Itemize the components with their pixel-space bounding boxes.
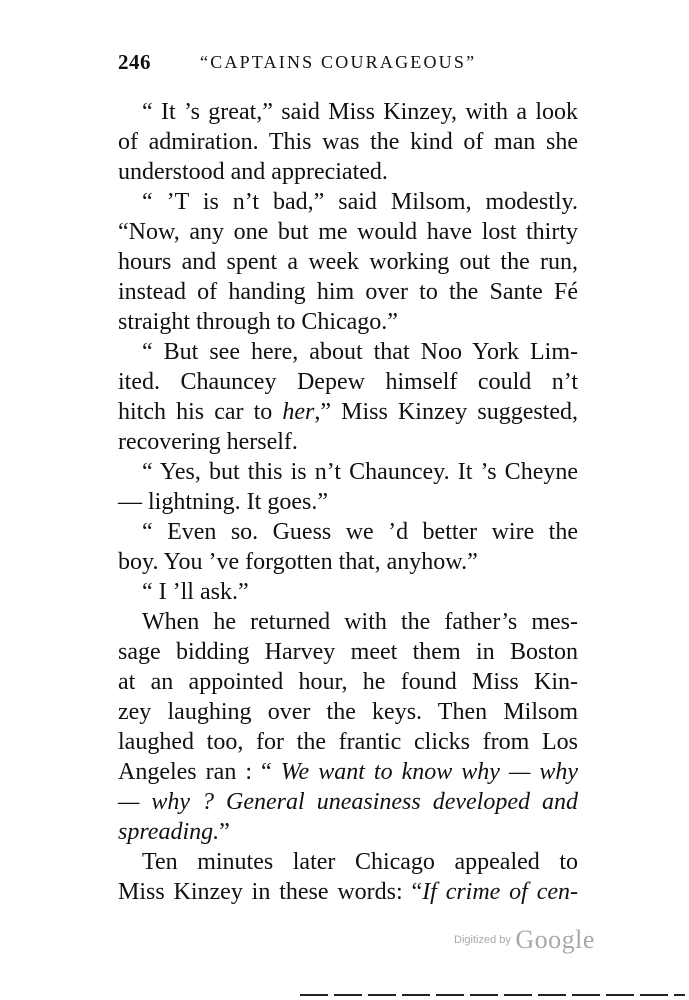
text-line: boy. You ’ve forgotten that, anyhow.” [118, 549, 478, 575]
watermark-prefix: Digitized by [454, 934, 511, 946]
text-line: “Now, any one but me would have lost thirty [118, 219, 578, 245]
text-line: recovering herself. [118, 429, 298, 455]
text-line: understood and appreciated. [118, 159, 388, 185]
text-line [118, 757, 578, 787]
text-line: “ It ’s great,” said Miss Kinzey, with a look [142, 99, 578, 125]
text-line: straight through to Chicago.” [118, 309, 398, 335]
text-run: Angeles ran : “ [118, 759, 281, 785]
text-line: Ten minutes later Chicago appealed to [142, 849, 578, 875]
text-line: zey laughing over the keys. Then Milsom [118, 699, 578, 725]
italic-run: — why ? General uneasiness developed and [118, 789, 578, 815]
text-run: Miss Kinzey in these words: “ [118, 879, 423, 905]
italic-run: If crime of cen- [422, 879, 578, 905]
scan-edge-rule [300, 994, 685, 996]
page-number: 246 [118, 50, 151, 74]
text-line: at an appointed hour, he found Miss Kin- [118, 669, 578, 695]
text-run: ited. Chauncey Depew himself could n’t [118, 369, 578, 395]
text-line [118, 787, 578, 817]
running-title: “CAPTAINS COURAGEOUS” [200, 52, 477, 72]
italic-run: her [282, 399, 315, 425]
text-line: hours and spent a week working out the run, [118, 249, 578, 275]
watermark-brand: Google [515, 925, 595, 954]
text-line [118, 397, 578, 427]
text-run: ,” Miss Kinzey suggested, [314, 399, 579, 425]
text-line: When he returned with the father’s mes- [142, 609, 578, 635]
text-line: “ ’T is n’t bad,” said Milsom, modestly. [142, 189, 578, 215]
text-line: of admiration. This was the kind of man she [118, 129, 578, 155]
text-line: “ Even so. Guess we ’d better wire the [142, 519, 578, 545]
text-line [118, 367, 578, 397]
text-line: laughed too, for the frantic clicks from Los [118, 729, 578, 755]
text-run: hitch his car to [118, 399, 283, 425]
body-text [118, 97, 578, 907]
text-run: ” [219, 819, 230, 845]
page-header [118, 50, 578, 80]
text-line [118, 877, 578, 907]
digitized-watermark [454, 925, 595, 955]
italic-run: We want to know why — why [280, 759, 579, 785]
text-line: “ Yes, but this is n’t Chauncey. It ’s Cheyne [142, 459, 578, 485]
text-line: instead of handing him over to the Sante Fé [118, 279, 578, 305]
text-line [118, 817, 578, 847]
text-line: — lightning. It goes.” [118, 489, 328, 515]
text-line: sage bidding Harvey meet them in Boston [118, 639, 578, 665]
italic-run: spreading. [118, 819, 220, 845]
text-line: “ But see here, about that Noo York Lim- [142, 339, 578, 365]
text-line: “ I ’ll ask.” [142, 579, 249, 605]
